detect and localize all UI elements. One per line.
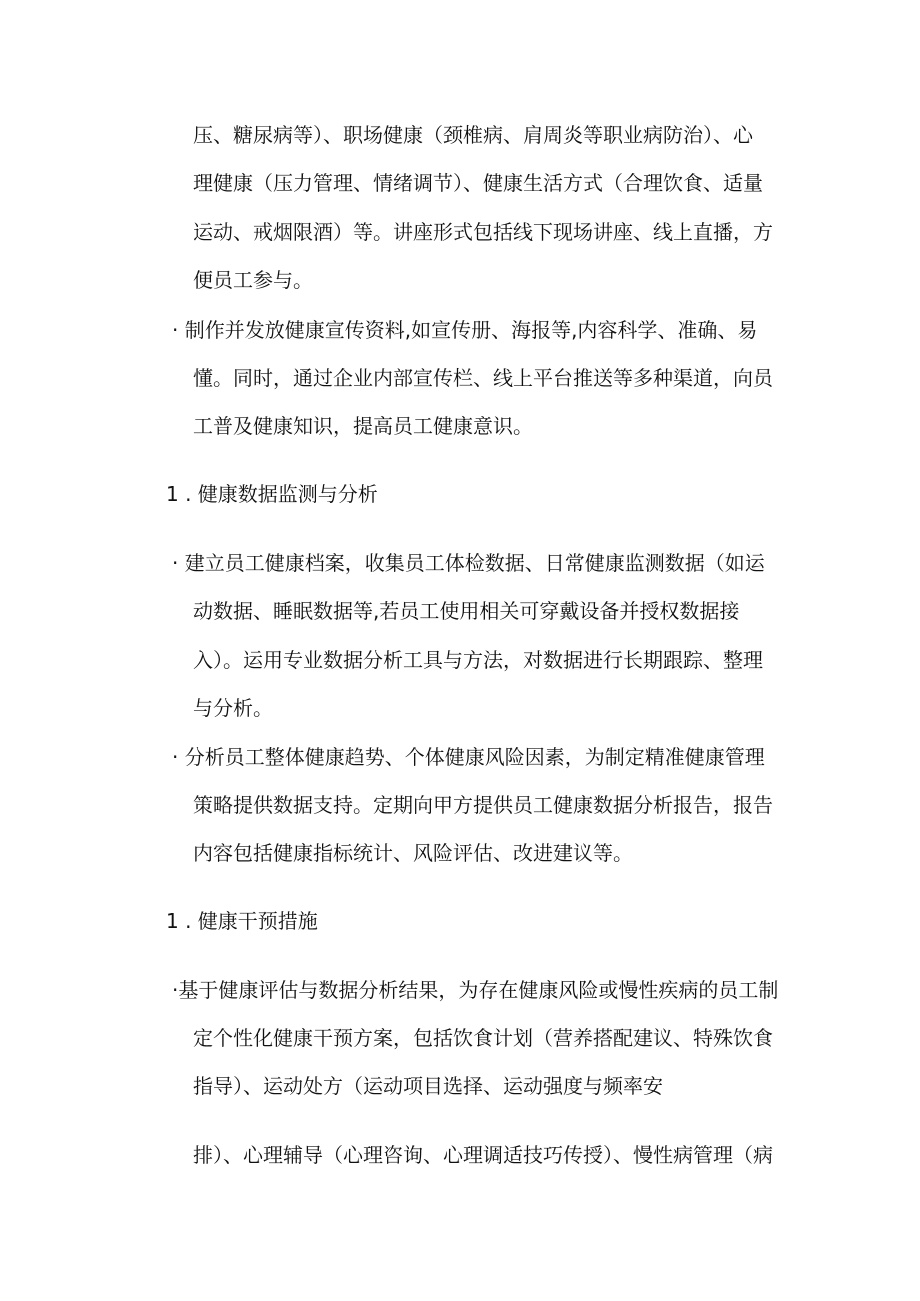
paragraph-line: 运动、戒烟限酒）等。讲座形式包括线下现场讲座、线上直播，方 (193, 220, 773, 244)
bullet-item: · 制作并发放健康宣传资料,如宣传册、海报等,内容科学、准确、易 (172, 318, 758, 342)
section-heading: 1 . 健康干预措施 (166, 909, 318, 933)
paragraph-line: 与分析。 (193, 696, 273, 720)
bullet-item: · 分析员工整体健康趋势、个体健康风险因素，为制定精准健康管理 (172, 745, 765, 769)
paragraph-line: 入）。运用专业数据分析工具与方法，对数据进行长期跟踪、整理 (193, 648, 763, 672)
paragraph-line: 压、糖尿病等）、职场健康（颈椎病、肩周炎等职业病防治）、心 (193, 123, 753, 147)
paragraph-line: 指导）、运动处方（运动项目选择、运动强度与频率安 (193, 1074, 663, 1098)
paragraph-line: 理健康（压力管理、情绪调节）、健康生活方式（合理饮食、适量 (193, 171, 763, 195)
paragraph-line: 懂。同时，通过企业内部宣传栏、线上平台推送等多种渠道，向员 (193, 366, 773, 390)
section-heading: 1 . 健康数据监测与分析 (166, 482, 378, 506)
paragraph-line: 便员工参与。 (193, 268, 313, 292)
paragraph-line: 策略提供数据支持。定期向甲方提供员工健康数据分析报告，报告 (193, 793, 773, 817)
bullet-item: · 建立员工健康档案，收集员工体检数据、日常健康监测数据（如运 (172, 551, 765, 575)
paragraph-line: 内容包括健康指标统计、风险评估、改进建议等。 (193, 841, 633, 865)
bullet-item: ·基于健康评估与数据分析结果，为存在健康风险或慢性疾病的员工制 (172, 978, 779, 1002)
paragraph-line: 工普及健康知识，提高员工健康意识。 (193, 414, 533, 438)
paragraph-line: 排）、心理辅导（心理咨询、心理调适技巧传授）、慢性病管理（病 (193, 1143, 773, 1167)
paragraph-line: 定个性化健康干预方案，包括饮食计划（营养搭配建议、特殊饮食 (193, 1026, 773, 1050)
paragraph-line: 动数据、睡眠数据等,若员工使用相关可穿戴设备并授权数据接 (193, 599, 740, 623)
